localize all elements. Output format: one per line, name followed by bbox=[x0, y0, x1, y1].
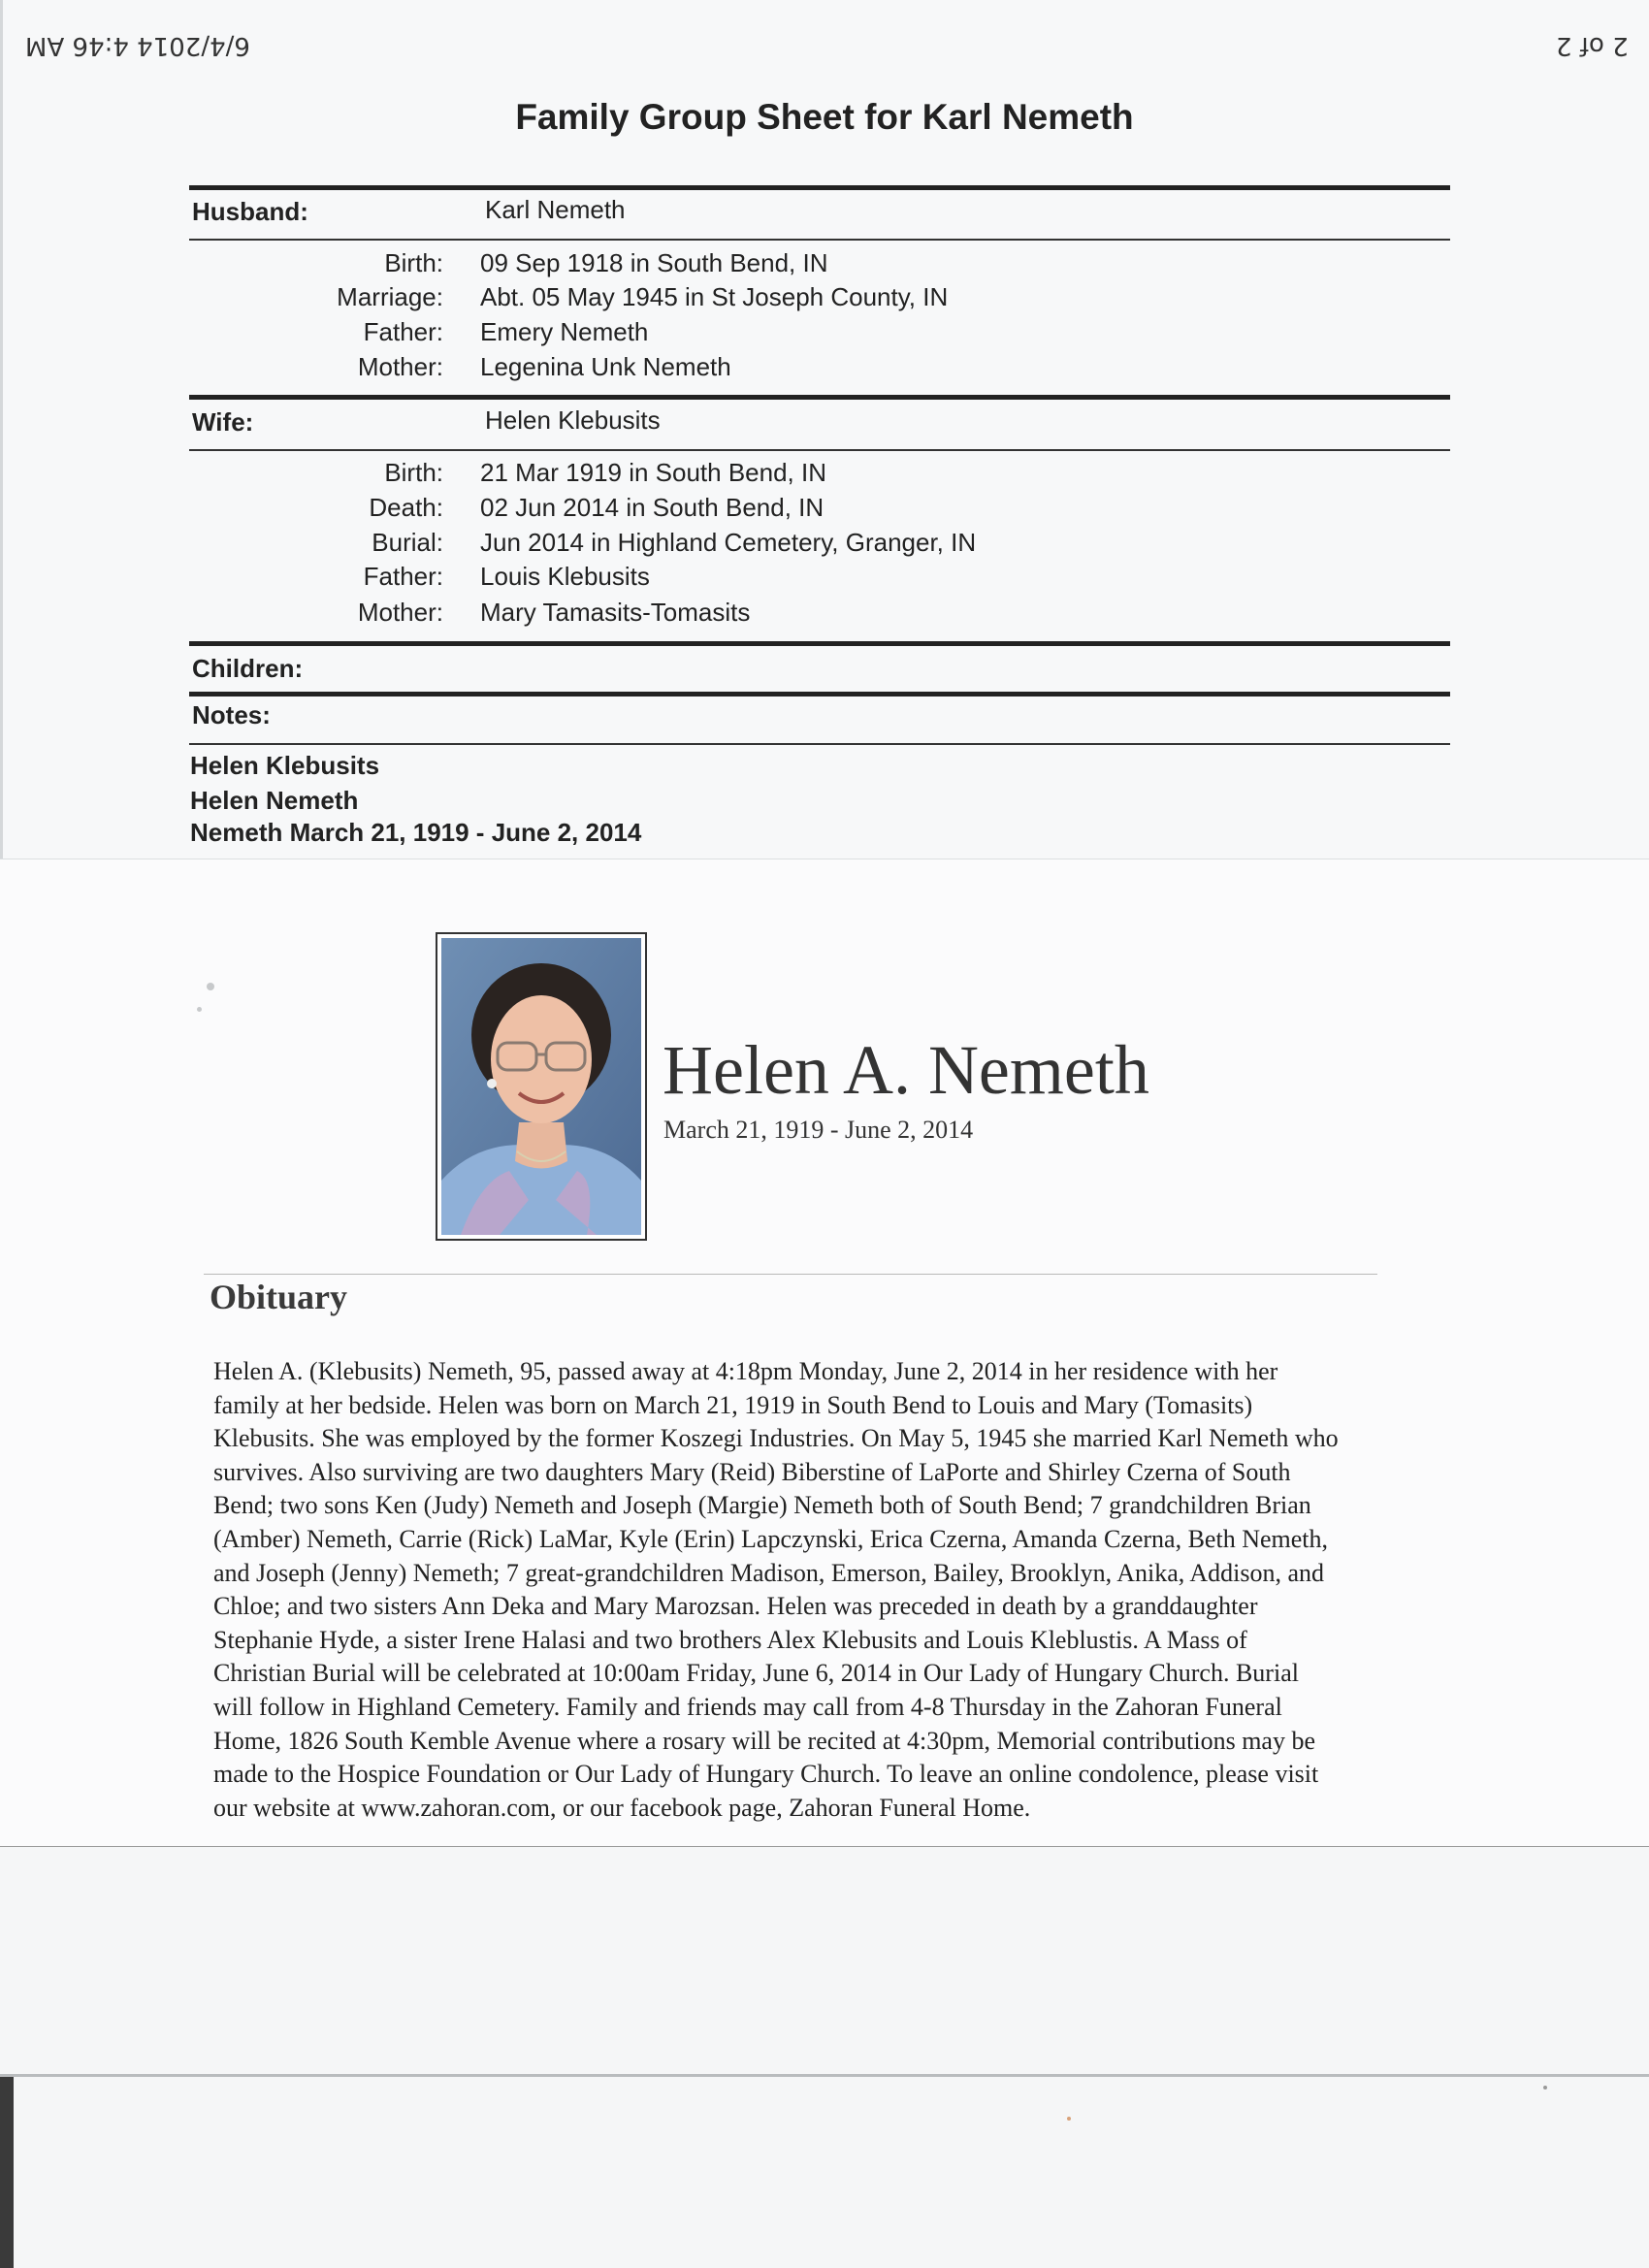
obituary-divider bbox=[204, 1274, 1377, 1275]
obituary-line: survives. Also surviving are two daughters Mary (Reid) Biberstine of LaPorte and Shirley Czerna of South bbox=[213, 1457, 1291, 1486]
section-rule bbox=[189, 449, 1450, 451]
printed-timestamp: 6/4/2014 4:46 AM bbox=[25, 31, 250, 60]
scan-edge bbox=[0, 2074, 1649, 2077]
obituary-line: Stephanie Hyde, a sister Irene Halasi and two brothers Alex Klebusits and Louis Kleblustis. A Mass of bbox=[213, 1625, 1247, 1654]
portrait-photo-icon bbox=[441, 938, 641, 1235]
wife-burial-value: Jun 2014 in Highland Cemetery, Granger, IN bbox=[480, 528, 977, 557]
wife-death-value: 02 Jun 2014 in South Bend, IN bbox=[480, 493, 824, 522]
husband-father-value: Emery Nemeth bbox=[480, 317, 649, 346]
wife-name: Helen Klebusits bbox=[485, 405, 661, 435]
wife-death-label: Death: bbox=[369, 493, 443, 522]
obituary-line: made to the Hospice Foundation or Our Lady of Hungary Church. To leave an online condolence, please visit bbox=[213, 1760, 1319, 1789]
section-rule bbox=[189, 239, 1450, 241]
wife-birth-label: Birth: bbox=[384, 458, 443, 487]
husband-marriage-label: Marriage: bbox=[337, 282, 443, 311]
obituary-line: Bend; two sons Ken (Judy) Nemeth and Joseph (Margie) Nemeth both of South Bend; 7 grandchildren Brian bbox=[213, 1491, 1311, 1520]
portrait-photo bbox=[436, 932, 647, 1241]
notes-label: Notes: bbox=[192, 700, 271, 729]
obituary-line: (Amber) Nemeth, Carrie (Rick) LaMar, Kyle (Erin) Lapczynski, Erica Czerna, Amanda Czerna, Beth Nemeth, bbox=[213, 1524, 1329, 1553]
wife-label: Wife: bbox=[192, 407, 254, 437]
obituary-line: Christian Burial will be celebrated at 10:00am Friday, June 6, 2014 in Our Lady of Hungary Church. Burial bbox=[213, 1659, 1299, 1688]
wife-mother-value: Mary Tamasits-Tomasits bbox=[480, 598, 751, 627]
scan-speck bbox=[207, 983, 214, 990]
scan-speck bbox=[1067, 2117, 1071, 2121]
obituary-name: Helen A. Nemeth bbox=[663, 1031, 1149, 1109]
notes-line: Helen Klebusits bbox=[190, 751, 380, 780]
section-rule bbox=[189, 692, 1450, 697]
sheet-title: Family Group Sheet for Karl Nemeth bbox=[515, 97, 1134, 137]
wife-mother-label: Mother: bbox=[357, 598, 443, 627]
obituary-line: Home, 1826 South Kemble Avenue where a rosary will be recited at 4:30pm, Memorial contributions may be bbox=[213, 1726, 1316, 1755]
notes-line: Helen Nemeth bbox=[190, 786, 359, 815]
section-rule bbox=[189, 185, 1450, 190]
section-rule bbox=[189, 641, 1450, 646]
obituary-line: Chloe; and two sisters Ann Deka and Mary Marozsan. Helen was preceded in death by a granddaughter bbox=[213, 1592, 1258, 1621]
blank-sheet bbox=[0, 1847, 1649, 2268]
husband-birth-value: 09 Sep 1918 in South Bend, IN bbox=[480, 248, 828, 277]
obituary-heading: Obituary bbox=[210, 1278, 348, 1316]
obituary-line: family at her bedside. Helen was born on March 21, 1919 in South Bend to Louis and Mary (Tomasits) bbox=[213, 1390, 1253, 1419]
wife-father-value: Louis Klebusits bbox=[480, 562, 650, 591]
obituary-text bbox=[213, 1355, 1455, 1825]
page-number: 2 of 2 bbox=[1556, 31, 1629, 60]
husband-name: Karl Nemeth bbox=[485, 195, 626, 224]
section-rule bbox=[189, 743, 1450, 745]
scan-edge bbox=[0, 2077, 14, 2268]
husband-mother-label: Mother: bbox=[357, 352, 443, 381]
husband-marriage-value: Abt. 05 May 1945 in St Joseph County, IN bbox=[480, 282, 949, 311]
wife-father-label: Father: bbox=[363, 562, 443, 591]
husband-label: Husband: bbox=[192, 197, 308, 226]
scan-speck bbox=[1543, 2086, 1547, 2090]
notes-line: Nemeth March 21, 1919 - June 2, 2014 bbox=[190, 818, 642, 847]
children-label: Children: bbox=[192, 654, 304, 683]
obituary-line: Klebusits. She was employed by the former Koszegi Industries. On May 5, 1945 she married Karl Nemeth who bbox=[213, 1424, 1339, 1453]
wife-burial-label: Burial: bbox=[372, 528, 443, 557]
obituary-line: and Joseph (Jenny) Nemeth; 7 great-grandchildren Madison, Emerson, Bailey, Brooklyn, Anika, Addison, and bbox=[213, 1558, 1324, 1587]
husband-mother-value: Legenina Unk Nemeth bbox=[480, 352, 731, 381]
obituary-line: our website at www.zahoran.com, or our facebook page, Zahoran Funeral Home. bbox=[213, 1793, 1031, 1822]
husband-birth-label: Birth: bbox=[384, 248, 443, 277]
scan-speck bbox=[197, 1007, 202, 1012]
husband-father-label: Father: bbox=[363, 317, 443, 346]
obituary-line: will follow in Highland Cemetery. Family and friends may call from 4-8 Thursday in the Zahoran Funeral bbox=[213, 1692, 1282, 1721]
wife-birth-value: 21 Mar 1919 in South Bend, IN bbox=[480, 458, 827, 487]
section-rule bbox=[189, 395, 1450, 400]
obituary-line: Helen A. (Klebusits) Nemeth, 95, passed away at 4:18pm Monday, June 2, 2014 in her residence with her bbox=[213, 1357, 1278, 1385]
obituary-dates: March 21, 1919 - June 2, 2014 bbox=[663, 1116, 974, 1144]
